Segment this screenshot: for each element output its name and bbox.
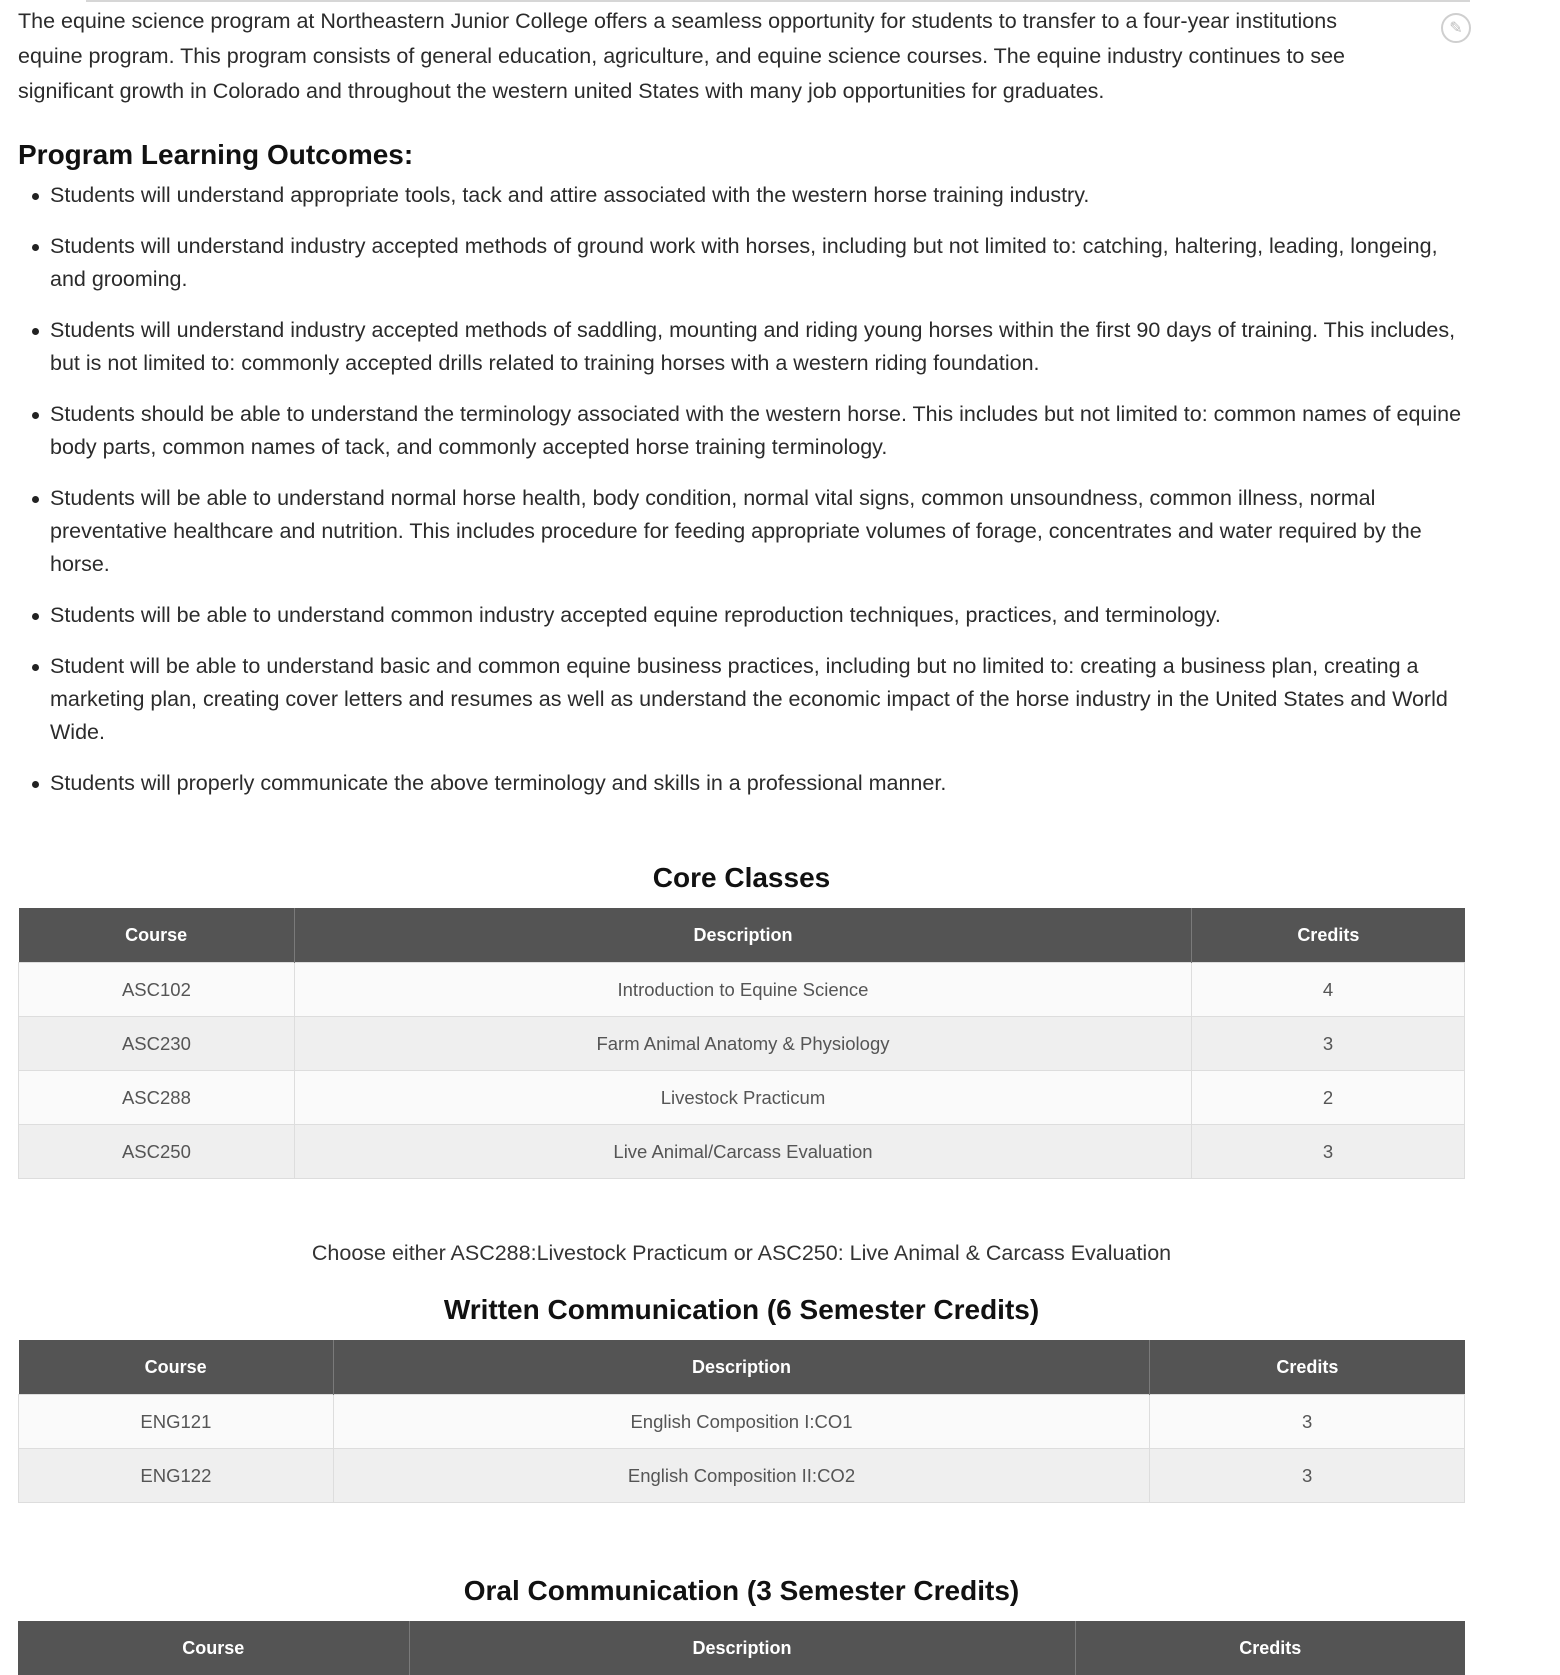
course-code: ASC250 xyxy=(19,1125,295,1179)
column-header-course: Course xyxy=(18,1621,409,1675)
pencil-icon[interactable]: ✎ xyxy=(1441,13,1471,43)
course-credits: 3 xyxy=(1192,1125,1465,1179)
core-classes-title: Core Classes xyxy=(652,862,831,893)
written-communication-title: Written Communication (6 Semester Credits) xyxy=(443,1294,1040,1325)
column-header-credits: Credits xyxy=(1075,1621,1465,1675)
course-credits: 2 xyxy=(1192,1071,1465,1125)
course-description: Farm Animal Anatomy & Physiology xyxy=(294,1017,1191,1071)
course-code: ENG121 xyxy=(19,1395,334,1449)
column-header-credits: Credits xyxy=(1150,1340,1465,1395)
choose-note: Choose either ASC288:Livestock Practicum or ASC250: Live Animal & Carcass Evaluation xyxy=(311,1241,1172,1265)
course-description: Introduction to Equine Science xyxy=(294,963,1191,1017)
course-credits: 3 xyxy=(1150,1395,1465,1449)
outcomes-list xyxy=(18,179,1465,800)
course-description: Live Animal/Carcass Evaluation xyxy=(294,1125,1191,1179)
column-header-description: Description xyxy=(333,1340,1149,1395)
written-communication-table xyxy=(18,1340,1465,1503)
list-item: Students will properly communicate the above terminology and skills in a professional manner. xyxy=(50,767,1465,800)
table-header-row xyxy=(19,1340,1465,1395)
list-item: Students will understand industry accepted methods of ground work with horses, including but not limited to: catching, haltering, leading, longeing, and grooming. xyxy=(50,230,1465,296)
list-item: Students should be able to understand the terminology associated with the western horse. This includes but not limited to: common names of equine body parts, common names of tack, and commonly accepted horse training terminology. xyxy=(50,398,1465,464)
page-content xyxy=(18,4,1465,1675)
table-row xyxy=(19,1125,1465,1179)
course-description: Livestock Practicum xyxy=(294,1071,1191,1125)
list-item: Students will understand appropriate tools, tack and attire associated with the western horse training industry. xyxy=(50,179,1465,212)
outcomes-heading: Program Learning Outcomes: xyxy=(18,139,414,170)
course-description: English Composition II:CO2 xyxy=(333,1449,1149,1503)
column-header-description: Description xyxy=(294,908,1191,963)
table-row xyxy=(19,1017,1465,1071)
table-row xyxy=(19,1449,1465,1503)
course-code: ASC230 xyxy=(19,1017,295,1071)
table-header-row xyxy=(19,908,1465,963)
list-item: Student will be able to understand basic and common equine business practices, including but no limited to: creating a business plan, creating a marketing plan, creating cover letters and resumes as well as understand the economic impact of the horse industry in the United States and World Wide. xyxy=(50,650,1465,749)
course-code: ENG122 xyxy=(19,1449,334,1503)
top-divider xyxy=(86,0,1470,2)
core-classes-table xyxy=(18,908,1465,1179)
oral-communication-title: Oral Communication (3 Semester Credits) xyxy=(463,1575,1020,1606)
table-header-row xyxy=(18,1621,1465,1675)
course-description: English Composition I:CO1 xyxy=(333,1395,1149,1449)
course-code: ASC288 xyxy=(19,1071,295,1125)
course-credits: 3 xyxy=(1192,1017,1465,1071)
column-header-description: Description xyxy=(409,1621,1075,1675)
course-credits: 4 xyxy=(1192,963,1465,1017)
table-row xyxy=(19,1395,1465,1449)
table-row xyxy=(19,1071,1465,1125)
table-row xyxy=(19,963,1465,1017)
column-header-course: Course xyxy=(19,1340,334,1395)
intro-paragraph: The equine science program at Northeastern Junior College offers a seamless opportunity for students to transfer to a four-year institutions equine program. This program consists of general education, agriculture, and equine science courses. The equine industry continues to see significant growth in Colorado and throughout the western united States with many job opportunities for graduates. xyxy=(18,9,1346,103)
oral-communication-table xyxy=(18,1621,1465,1675)
column-header-course: Course xyxy=(19,908,295,963)
course-credits: 3 xyxy=(1150,1449,1465,1503)
course-code: ASC102 xyxy=(19,963,295,1017)
list-item: Students will be able to understand normal horse health, body condition, normal vital signs, common unsoundness, common illness, normal preventative healthcare and nutrition. This includes procedure for feeding appropriate volumes of forage, concentrates and water required by the horse. xyxy=(50,482,1465,581)
column-header-credits: Credits xyxy=(1192,908,1465,963)
list-item: Students will understand industry accepted methods of saddling, mounting and riding young horses within the first 90 days of training. This includes, but is not limited to: commonly accepted drills related to training horses with a western riding foundation. xyxy=(50,314,1465,380)
list-item: Students will be able to understand common industry accepted equine reproduction techniques, practices, and terminology. xyxy=(50,599,1465,632)
